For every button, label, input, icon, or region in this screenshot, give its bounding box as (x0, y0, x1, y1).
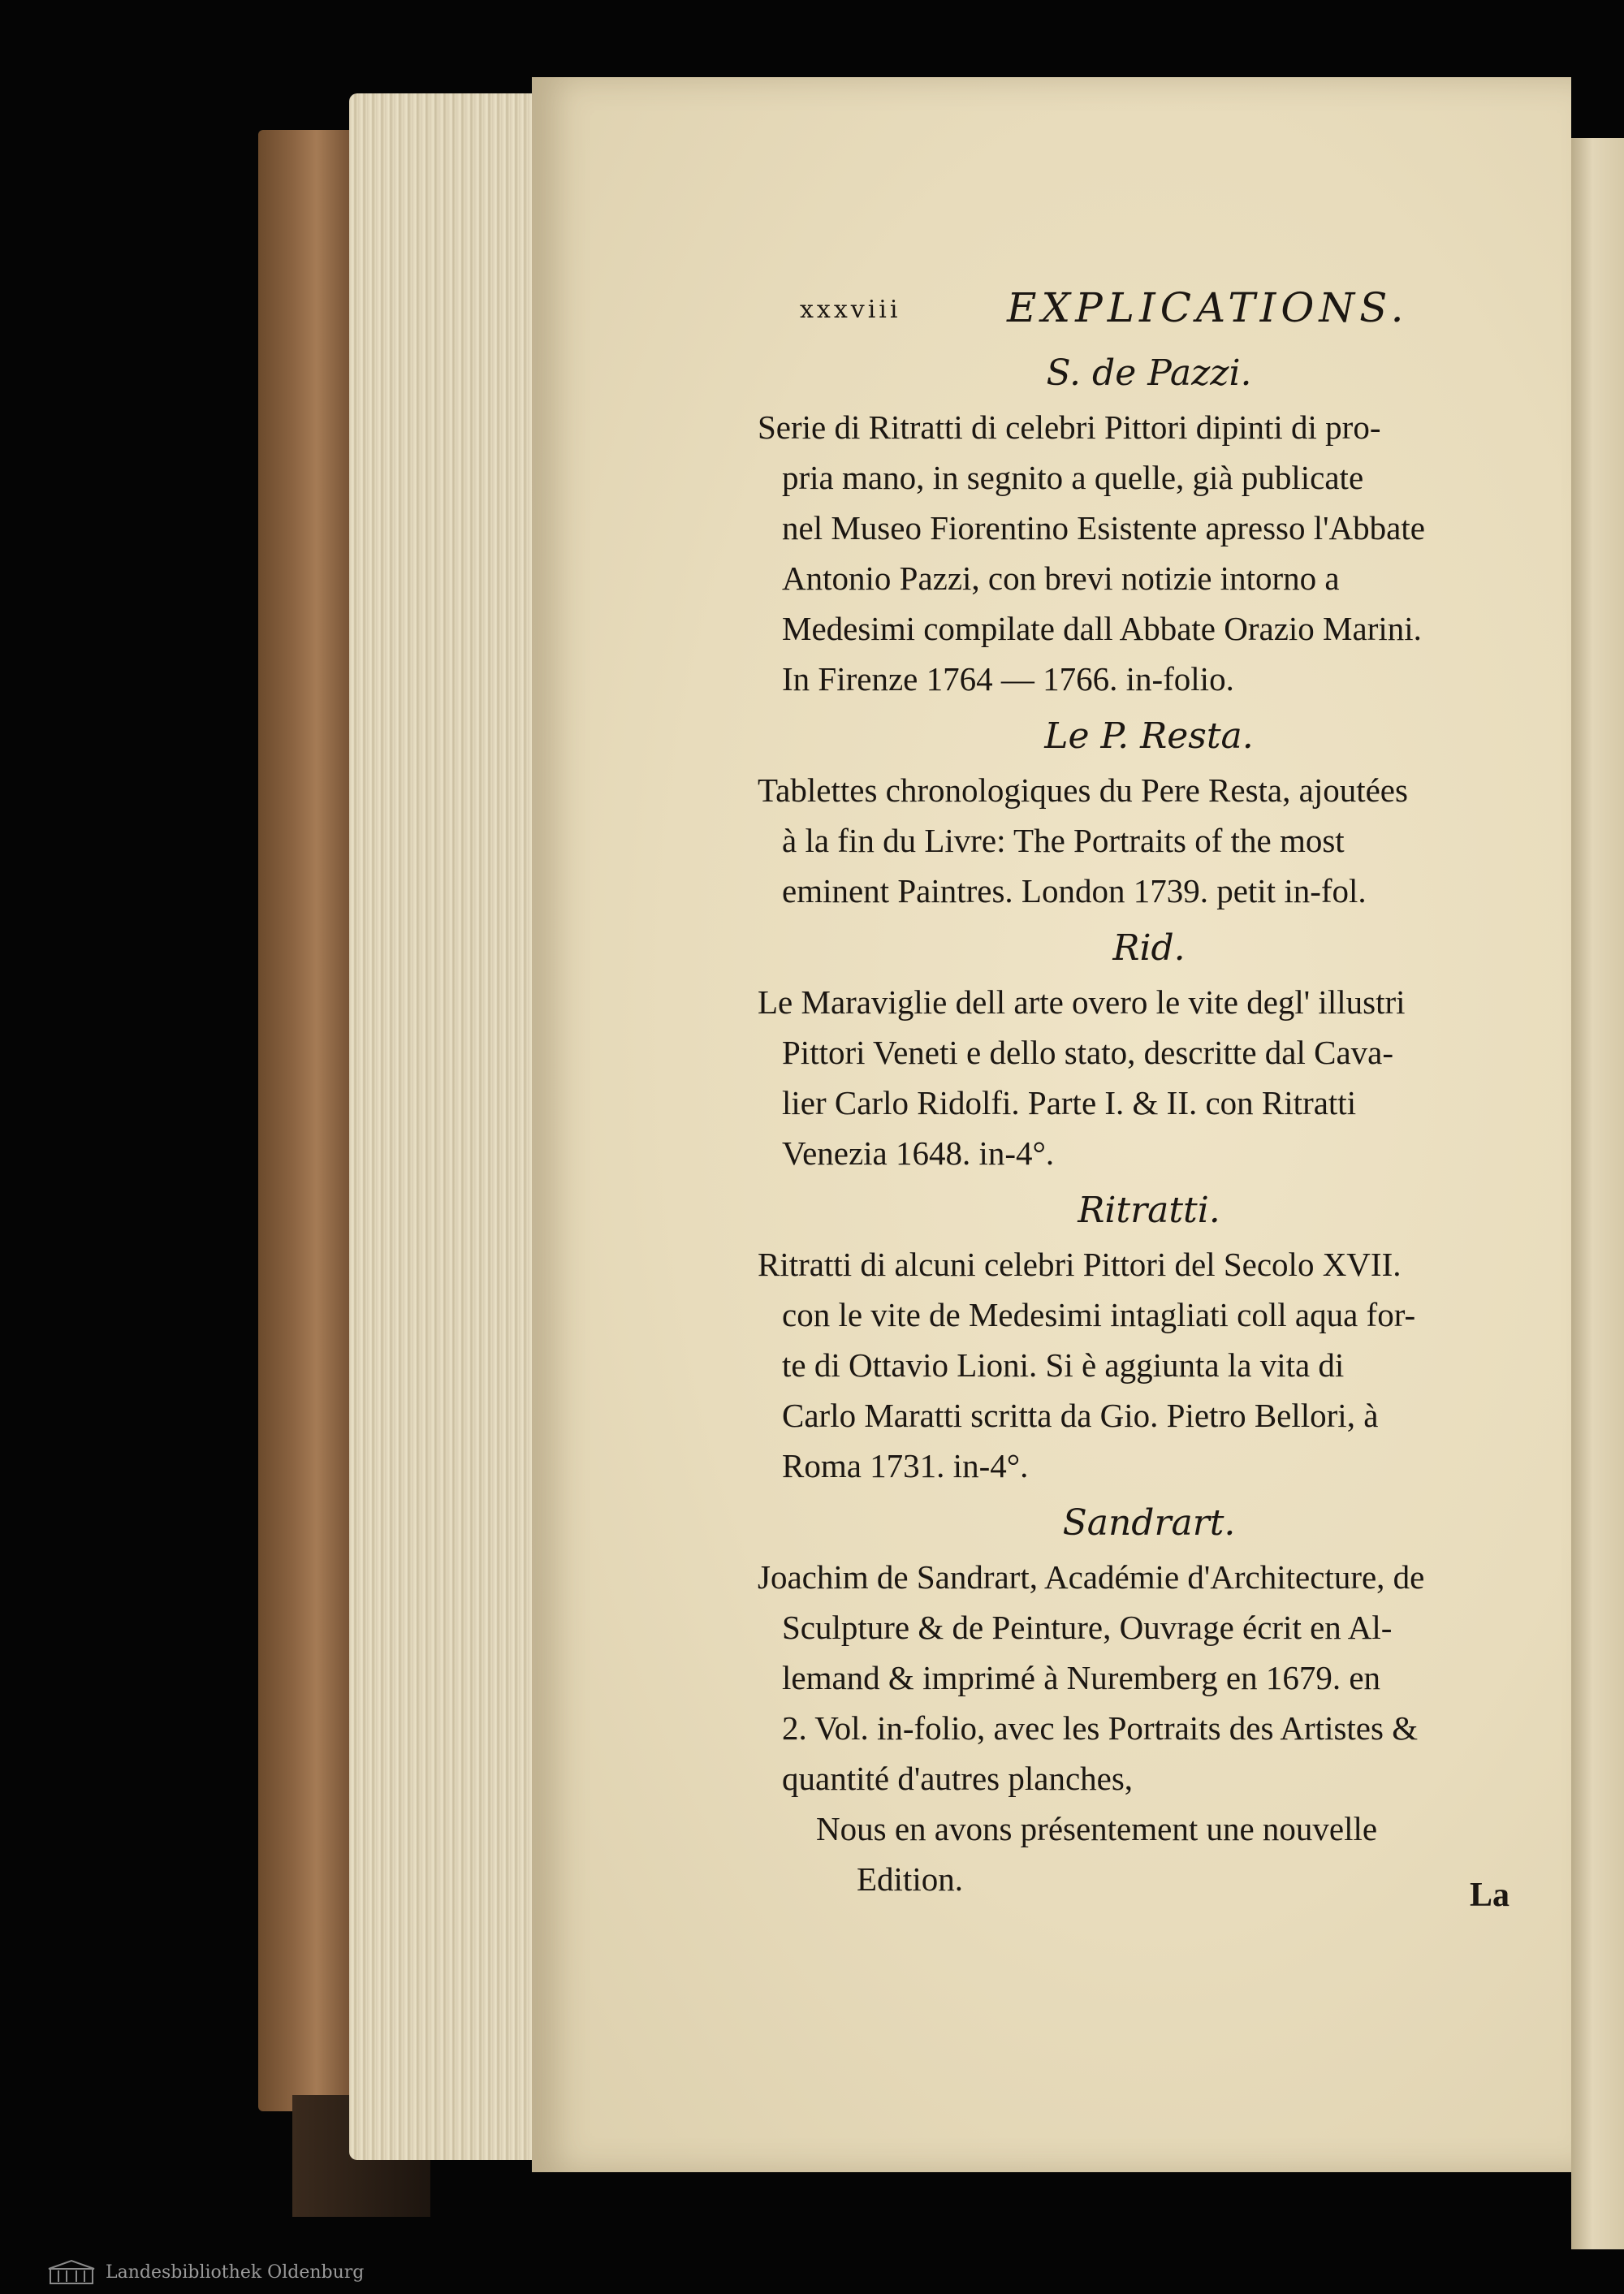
catchword: La (1470, 1877, 1510, 1914)
entry-line: te di Ottavio Lioni. Si è aggiunta la vita di (782, 1346, 1345, 1384)
entry-line: 2. Vol. in-folio, avec les Portraits des Artistes & (782, 1709, 1419, 1747)
note-line: Nous en avons présentement une nouvelle (816, 1810, 1378, 1847)
entry-body (759, 1552, 1539, 1804)
page-edges (349, 93, 552, 2160)
entry-line: lier Carlo Ridolfi. Parte I. & II. con Ritratti (782, 1084, 1357, 1121)
entry (759, 715, 1539, 916)
entry-heading: S. de Pazzi. (1046, 352, 1252, 394)
entry (759, 1502, 1539, 1904)
entry-line: quantité d'autres planches, (782, 1760, 1134, 1797)
running-head: EXPLICATIONS. (1007, 284, 1409, 331)
entry-line: Carlo Maratti scritta da Gio. Pietro Bellori, à (782, 1397, 1379, 1434)
entry-line: In Firenze 1764 — 1766. in-folio. (782, 660, 1234, 698)
entry-body (759, 1239, 1539, 1491)
entry-body (759, 977, 1539, 1178)
entry-line: pria mano, in segnito a quelle, già publicate (782, 459, 1364, 496)
entry-line: Le Maraviglie dell arte overo le vite degl' illustri (758, 983, 1406, 1021)
entry-line: Tablettes chronologiques du Pere Resta, ajoutées (758, 771, 1408, 809)
entry-line: Serie di Ritratti di celebri Pittori dipinti di pro- (758, 408, 1381, 446)
note-line: Edition. (857, 1860, 963, 1898)
facing-page-edge (1571, 138, 1624, 2257)
entry-body (759, 402, 1539, 704)
entry (759, 1190, 1539, 1491)
library-building-icon (47, 2259, 96, 2285)
entry-heading: Ritratti. (1078, 1190, 1220, 1231)
library-name: Landesbibliothek Oldenburg (106, 2262, 365, 2283)
entry-line: Ritratti di alcuni celebri Pittori del Secolo XVII. (758, 1246, 1402, 1283)
entry-line: Venezia 1648. in-4°. (782, 1134, 1055, 1172)
entry-line: eminent Paintres. London 1739. petit in-fol. (782, 872, 1367, 909)
entry-heading: Sandrart. (1062, 1502, 1236, 1544)
entry-heading: Le P. Resta. (1044, 715, 1254, 757)
entry-line: nel Museo Fiorentino Esistente apresso l'Abbate (782, 509, 1425, 546)
entry-line: Antonio Pazzi, con brevi notizie intorno a (782, 559, 1340, 597)
entry-heading: Rid. (1112, 927, 1186, 969)
entry-line: Pittori Veneti e dello stato, descritte dal Cava- (782, 1034, 1393, 1071)
entry (759, 352, 1539, 704)
entry (759, 927, 1539, 1178)
book-cover (258, 130, 356, 2111)
entry-line: Sculpture & de Peinture, Ouvrage écrit en Al- (782, 1609, 1393, 1646)
entry-line: Joachim de Sandrart, Académie d'Architecture, de (758, 1558, 1425, 1596)
entry-line: à la fin du Livre: The Portraits of the most (782, 822, 1345, 859)
entry-line: Roma 1731. in-4°. (782, 1447, 1029, 1484)
entry-line: con le vite de Medesimi intagliati coll aqua for- (782, 1296, 1416, 1333)
page-header (759, 276, 1539, 341)
page-number: xxxviii (800, 296, 901, 324)
entry-line: lemand & imprimé à Nuremberg en 1679. en (782, 1659, 1381, 1696)
entry-line: Medesimi compilate dall Abbate Orazio Marini. (782, 610, 1422, 647)
page-text (759, 276, 1539, 1904)
entry-note (759, 1804, 1539, 1904)
entry-body (759, 765, 1539, 916)
